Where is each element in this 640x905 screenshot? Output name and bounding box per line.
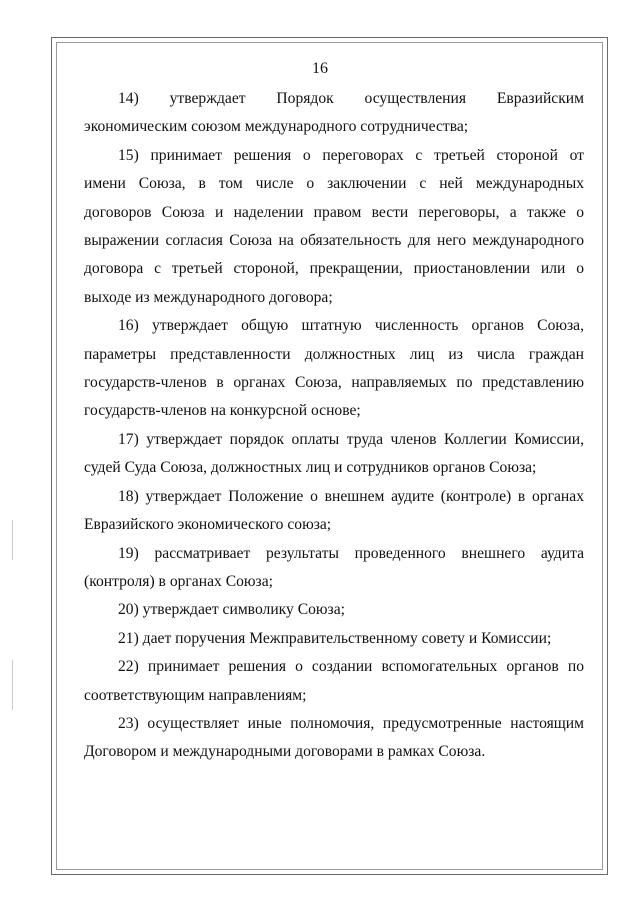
text-line: договора с третьей стороной, прекращении, приостановлении или о xyxy=(84,260,584,278)
paragraph-item-14 xyxy=(84,85,584,142)
text-line: выходе из международного договора; xyxy=(84,288,333,306)
paragraph-item-21 xyxy=(84,625,584,653)
document-body xyxy=(84,85,584,767)
paragraph-item-23 xyxy=(84,710,584,767)
paragraph-item-22 xyxy=(84,653,584,710)
text-line: Договором и международными договорами в рамках Союза. xyxy=(84,743,486,761)
text-line: соответствующим направлениям; xyxy=(84,686,307,704)
text-line: Евразийского экономического союза; xyxy=(84,516,332,534)
scan-edge-mark xyxy=(12,660,13,710)
paragraph-item-18 xyxy=(84,483,584,540)
text-line: экономическим союзом международного сотрудничества; xyxy=(84,118,469,136)
text-line: 21) дает поручения Межправительственному совету и Комиссии; xyxy=(118,629,552,647)
text-line: государств-членов на конкурсной основе; xyxy=(84,402,361,420)
paragraph-item-20 xyxy=(84,596,584,624)
text-line: 16) утверждает общую штатную численность органов Союза, xyxy=(118,317,584,335)
text-line: 20) утверждает символику Союза; xyxy=(118,601,345,619)
text-line: 19) рассматривает результаты проведенного внешнего аудита xyxy=(118,544,584,562)
page-number: 16 xyxy=(312,60,328,77)
text-line: (контроля) в органах Союза; xyxy=(84,572,273,590)
text-line: 22) принимает решения о создании вспомогательных органов по xyxy=(118,658,584,676)
paragraph-item-15 xyxy=(84,142,584,312)
text-line: 17) утверждает порядок оплаты труда членов Коллегии Комиссии, xyxy=(118,430,584,448)
text-line: 14) утверждает Порядок осуществления Евразийским xyxy=(118,90,584,107)
text-line: выражении согласия Союза на обязательность для него международного xyxy=(84,232,584,250)
scan-edge-mark xyxy=(12,520,13,560)
text-line: имени Союза, в том числе о заключении с ней международных xyxy=(84,175,584,193)
text-line: 23) осуществляет иные полномочия, предусмотренные настоящим xyxy=(118,714,584,732)
paragraph-item-17 xyxy=(84,426,584,483)
paragraph-item-19 xyxy=(84,540,584,597)
text-line: параметры представленности должностных лиц из числа граждан xyxy=(84,345,584,363)
text-line: договоров Союза и наделении правом вести переговоры, а также о xyxy=(84,203,584,221)
text-line: судей Суда Союза, должностных лиц и сотрудников органов Союза; xyxy=(84,459,537,477)
text-line: 18) утверждает Положение о внешнем аудите (контроле) в органах xyxy=(118,487,584,505)
text-line: государств-членов в органах Союза, направляемых по представлению xyxy=(84,374,584,392)
text-line: 15) принимает решения о переговорах с третьей стороной от xyxy=(118,146,584,164)
paragraph-item-16 xyxy=(84,312,584,426)
